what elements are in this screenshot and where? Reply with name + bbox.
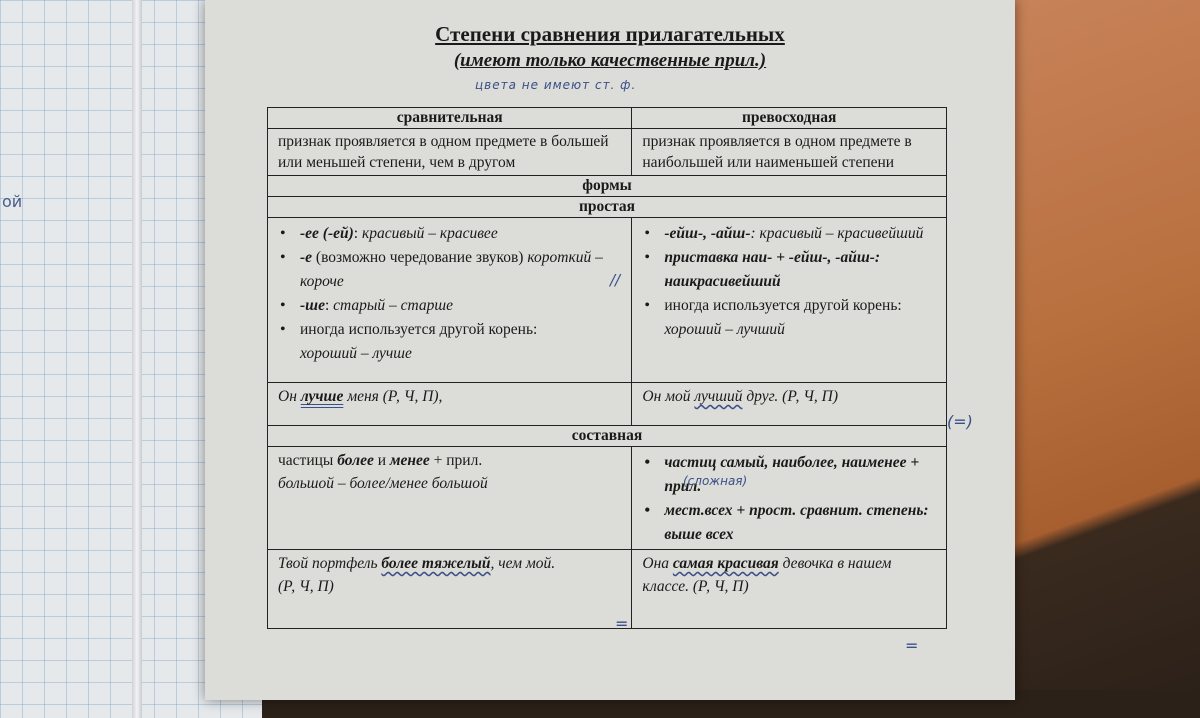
list-item: • -ее (-ей): красивый – красивее (300, 222, 621, 246)
definition-row (268, 129, 947, 176)
compound-superlative-cell (632, 447, 947, 550)
comparative-definition: признак проявляется в одном предмете в большей или меньшей степени, чем в другом (268, 129, 632, 176)
compound-superlative-list (642, 451, 936, 547)
handwritten-note-top: цвета не имеют ст. ф. (475, 78, 637, 92)
list-item: • приставка наи- + -ейш-, -айш-: наикрасивейший (664, 246, 936, 294)
simple-superlative-cell (632, 218, 947, 383)
simple-comparative-cell (268, 218, 632, 383)
list-item: • -е (возможно чередование звуков) короткий – короче (300, 246, 621, 294)
notebook-spine (132, 0, 142, 718)
compound-comparative-cell: частицы более и менее + прил. большой – более/менее большой (268, 447, 632, 550)
page-title: Степени сравнения прилагательных (435, 22, 785, 46)
table-header-row (268, 108, 947, 129)
superlative-header: превосходная (632, 108, 947, 129)
list-item: • мест.всех + прост. сравнит. степень: выше всех (664, 499, 936, 547)
handwritten-equals-mark: = (905, 636, 919, 655)
compound-superlative-example: Она самая красивая девочка в нашем классе. (Р, Ч, П) (632, 550, 947, 629)
simple-row (268, 197, 947, 218)
compound-forms-row (268, 447, 947, 550)
forms-row (268, 176, 947, 197)
simple-header: простая (268, 197, 947, 218)
compound-comparative-example: Твой портфель более тяжелый, чем мой. (Р, Ч, П) (268, 550, 632, 629)
compound-header: составная (268, 426, 947, 447)
list-item: • -ейш-, -айш-: красивый – красивейший (664, 222, 936, 246)
handwritten-equals-paren: (=) (947, 412, 973, 431)
simple-superlative-example: Он мой лучший друг. (Р, Ч, П) (632, 383, 947, 426)
list-item: • частиц самый, наиболее, наименее + прил. (664, 451, 936, 499)
page-subtitle: (имеют только качественные прил.) (453, 50, 767, 71)
handwritten-slash: // (610, 271, 621, 289)
margin-handwriting: ой (2, 192, 23, 211)
compound-example-row (268, 550, 947, 629)
handwritten-equals-mark: = (615, 614, 629, 633)
forms-header: формы (268, 176, 947, 197)
list-item: • иногда используется другой корень: хороший – лучший (664, 294, 936, 342)
simple-superlative-list (642, 222, 936, 342)
comparative-header: сравнительная (268, 108, 632, 129)
list-item: • -ше: старый – старше (300, 294, 621, 318)
comparison-table (267, 107, 947, 629)
list-item: • иногда используется другой корень: хороший – лучше (300, 318, 621, 366)
simple-forms-row (268, 218, 947, 383)
superlative-definition: признак проявляется в одном предмете в наибольшей или наименьшей степени (632, 129, 947, 176)
printed-sheet (205, 0, 1015, 700)
handwritten-compound-note: (сложная) (683, 474, 748, 488)
compound-row (268, 426, 947, 447)
simple-example-row (268, 383, 947, 426)
simple-comparative-example: Он лучше меня (Р, Ч, П), (268, 383, 632, 426)
simple-comparative-list (278, 222, 621, 366)
